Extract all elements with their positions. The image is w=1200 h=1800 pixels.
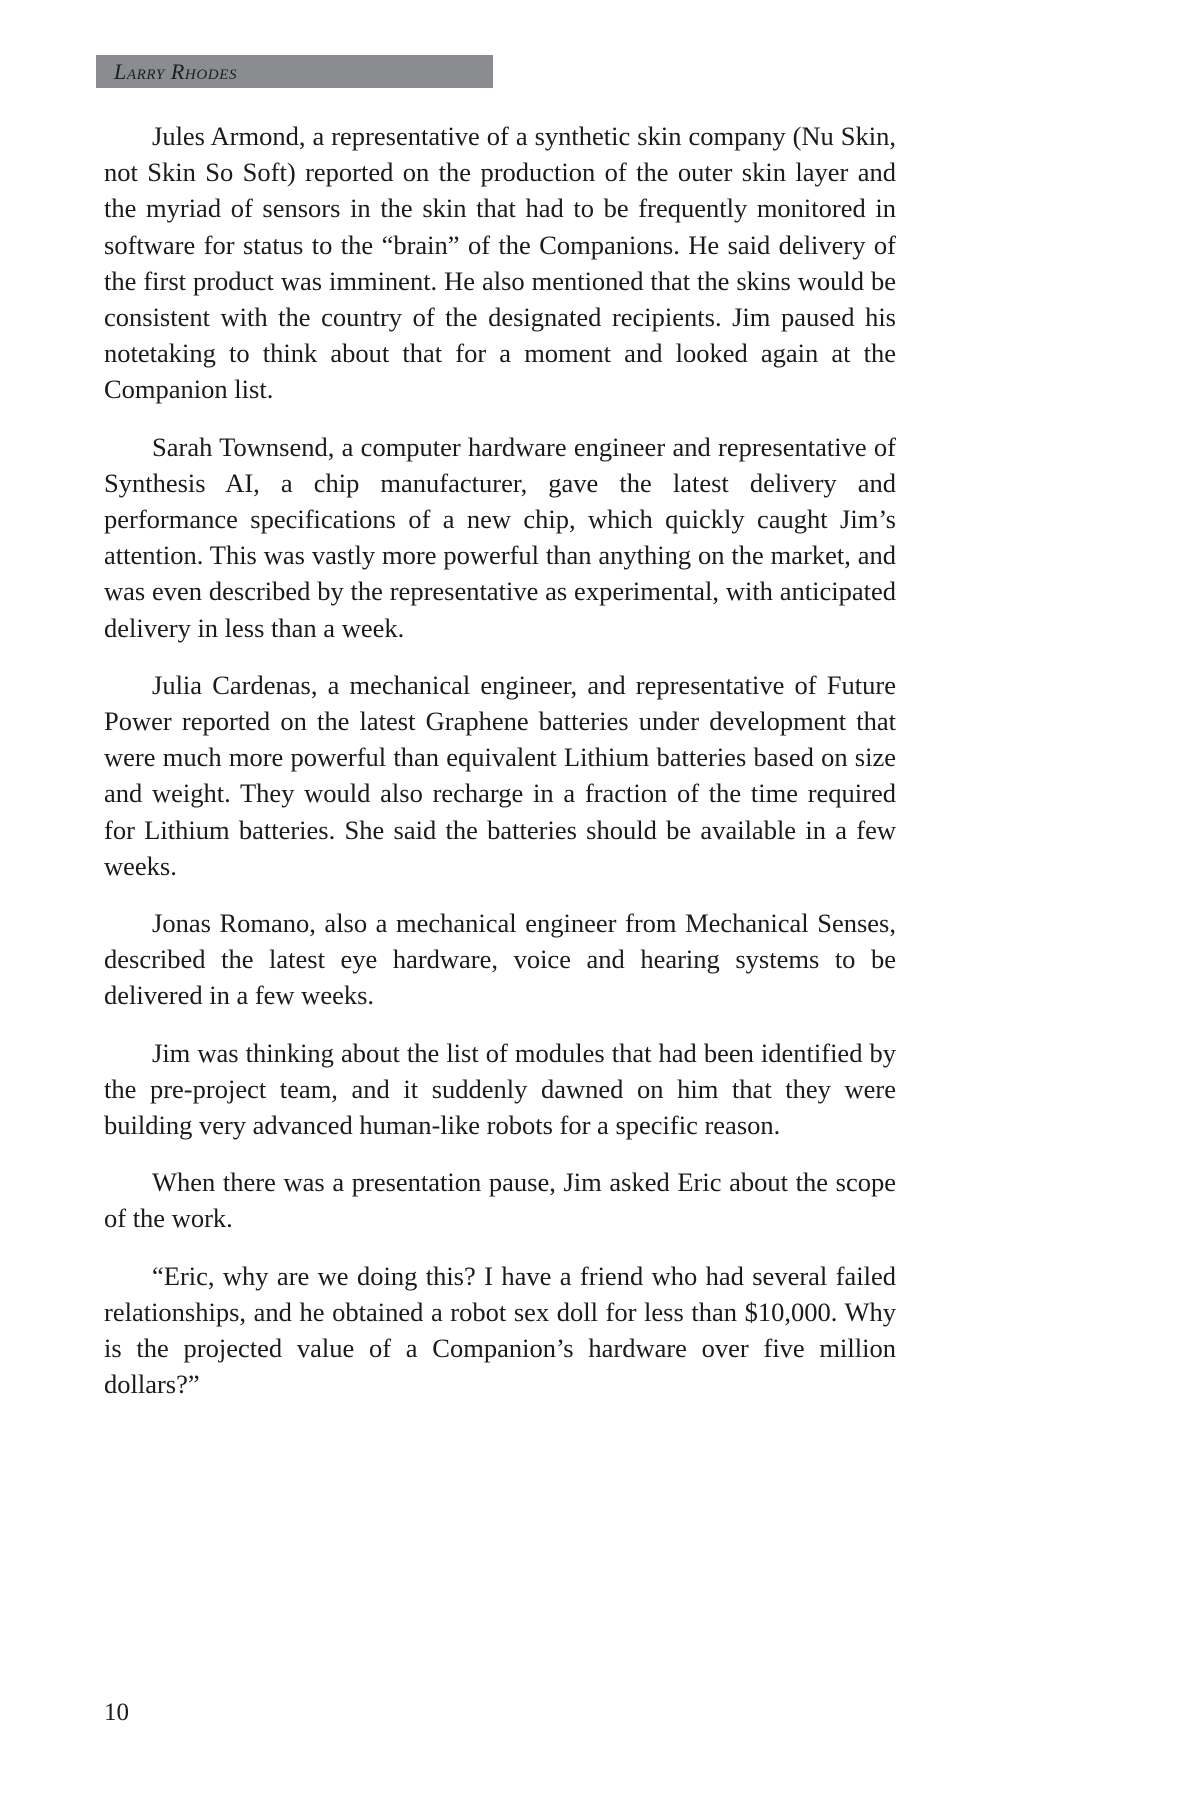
body-text-block — [104, 118, 896, 1403]
paragraph: “Eric, why are we doing this? I have a friend who had several failed relationships, and he obtained a robot sex doll for less than $10,000. Why is the projected value of a Companion’s hardware over five million dollars?” — [104, 1260, 896, 1400]
paragraph: Jules Armond, a representative of a synthetic skin company (Nu Skin, not Skin So Soft) reported on the production of the outer skin layer and the myriad of sensors in the skin that had to be frequently monitored in software for status to the “brain” of the Companions. He said delivery of the first product was imminent. He also mentioned that the skins would be consistent with the country of the designated recipients. Jim paused his notetaking to think about that for a moment and looked again at the Companion list. — [104, 121, 896, 405]
paragraph: When there was a presentation pause, Jim asked Eric about the scope of the work. — [104, 1167, 896, 1234]
running-head-author-name: Larry Rhodes — [114, 58, 238, 84]
paragraph: Jim was thinking about the list of modules that had been identified by the pre-project team, and it suddenly dawned on him that they were building very advanced human-like robots for a specific reason. — [104, 1037, 896, 1141]
page-number: 10 — [104, 1699, 129, 1726]
paragraph: Julia Cardenas, a mechanical engineer, and representative of Future Power reported on the latest Graphene batteries under development that were much more powerful than equivalent Lithium batteries based on size and weight. They would also recharge in a fraction of the time required for Lithium batteries. She said the batteries should be available in a few weeks. — [104, 669, 896, 881]
paragraph: Sarah Townsend, a computer hardware engineer and representative of Synthesis AI, a chip manufacturer, gave the latest delivery and performance specifications of a new chip, which quickly caught Jim’s attention. This was vastly more powerful than anything on the market, and was even described by the representative as experimental, with anticipated delivery in less than a week. — [104, 431, 896, 643]
running-head-band — [96, 55, 493, 88]
paragraph: Jonas Romano, also a mechanical engineer from Mechanical Senses, described the latest eye hardware, voice and hearing systems to be delivered in a few weeks. — [104, 908, 896, 1011]
